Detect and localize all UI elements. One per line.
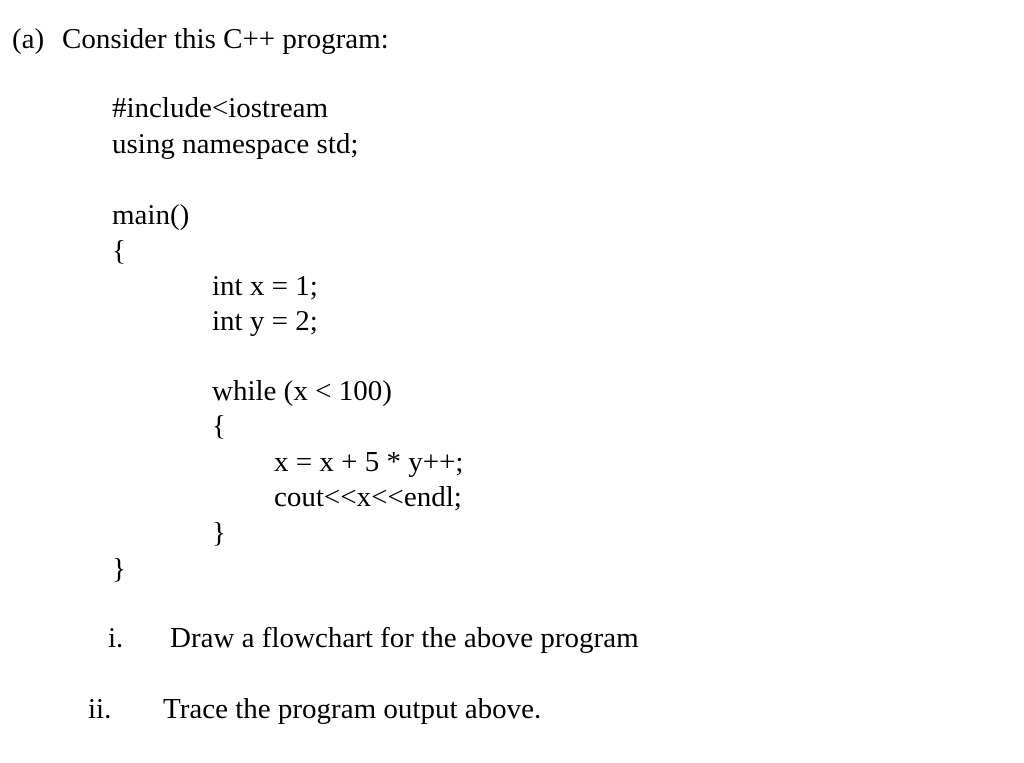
code-line-cout: cout<<x<<endl; — [274, 481, 462, 513]
subquestion-text: Trace the program output above. — [163, 693, 542, 725]
question-text: Consider this C++ program: — [62, 23, 389, 55]
subquestion-text: Draw a flowchart for the above program — [170, 622, 639, 654]
code-line-while-close-brace: } — [212, 517, 226, 549]
code-line-int-x: int x = 1; — [212, 270, 318, 302]
code-line-namespace: using namespace std; — [112, 128, 359, 160]
subquestion-number: ii. — [88, 693, 112, 725]
subquestion-number: i. — [108, 622, 124, 654]
code-line-while: while (x < 100) — [212, 375, 392, 407]
question-label: (a) — [12, 23, 45, 55]
code-line-main-open-brace: { — [112, 235, 126, 267]
code-line-assign: x = x + 5 * y++; — [274, 446, 464, 478]
code-line-while-open-brace: { — [212, 410, 226, 442]
code-line-include: #include<iostream — [112, 92, 329, 124]
code-line-int-y: int y = 2; — [212, 305, 318, 337]
code-line-main-close-brace: } — [112, 553, 126, 585]
code-line-main: main() — [112, 199, 190, 231]
